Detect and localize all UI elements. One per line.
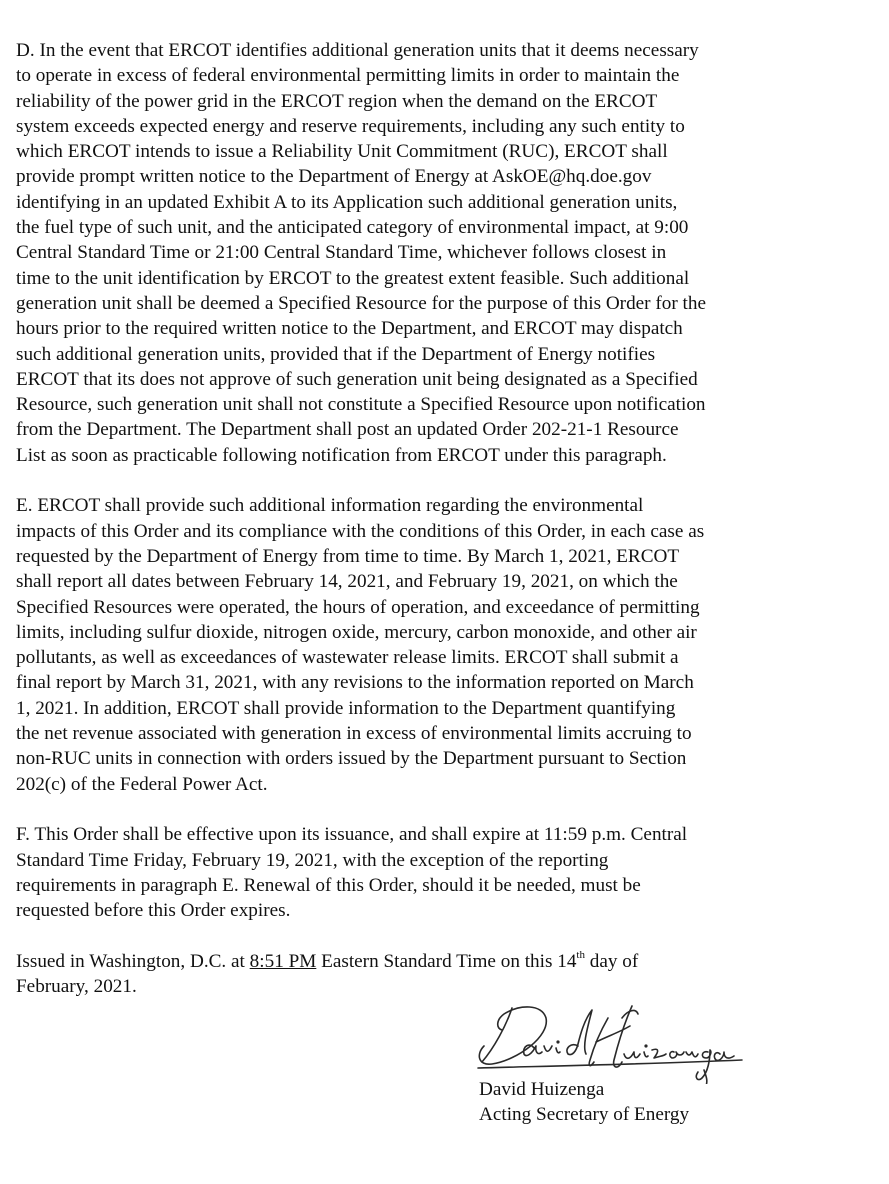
paragraph-d-line: hours prior to the required written notice to the Department, and ERCOT may dispatch — [16, 318, 683, 340]
paragraph-d-line: to operate in excess of federal environmental permitting limits in order to maintain the — [16, 65, 680, 87]
paragraph-d-line: system exceeds expected energy and reserve requirements, including any such entity to — [16, 115, 685, 137]
signatory-title: Acting Secretary of Energy — [479, 1104, 690, 1125]
paragraph-d-line: reliability of the power grid in the ERCOT region when the demand on the ERCOT — [16, 90, 658, 112]
issued-line-2: February, 2021. — [16, 975, 137, 997]
issued-time: 8:51 PM — [249, 950, 317, 972]
paragraph-e-line: pollutants, as well as exceedances of wastewater release limits. ERCOT shall submit a — [16, 647, 679, 669]
paragraph-e-line: impacts of this Order and its compliance with the conditions of this Order, in each case as — [16, 520, 705, 542]
paragraph-e-line: requested by the Department of Energy from time to time. By March 1, 2021, ERCOT — [16, 545, 680, 567]
paragraph-e-line: the net revenue associated with generation in excess of environmental limits accruing to — [16, 723, 692, 745]
handwritten-signature — [472, 996, 762, 1084]
paragraph-f-line: Standard Time Friday, February 19, 2021, with the exception of the reporting — [16, 849, 609, 871]
paragraph-d-line: time to the unit identification by ERCOT to the greatest extent feasible. Such additional — [16, 267, 690, 289]
paragraph-d-line: from the Department. The Department shall post an updated Order 202-21-1 Resource — [16, 419, 679, 441]
paragraph-e-line: final report by March 31, 2021, with any revisions to the information reported on March — [16, 672, 694, 694]
issued-suffix: day of — [584, 950, 639, 972]
paragraph-e-line: Specified Resources were operated, the hours of operation, and exceedance of permitting — [16, 596, 700, 618]
issued-prefix: Issued in Washington, D.C. at — [16, 950, 250, 972]
issued-middle: Eastern Standard Time on this 14 — [316, 950, 577, 972]
issued-line-1 — [16, 949, 816, 974]
paragraph-e — [16, 493, 816, 797]
paragraph-d-line: which ERCOT intends to issue a Reliability Unit Commitment (RUC), ERCOT shall — [16, 141, 668, 163]
issued-statement — [16, 949, 816, 1000]
paragraph-f-line: requested before this Order expires. — [16, 900, 291, 922]
paragraph-e-line: limits, including sulfur dioxide, nitrogen oxide, mercury, carbon monoxide, and other air — [16, 621, 697, 643]
paragraph-f-line: requirements in paragraph E. Renewal of this Order, should it be needed, must be — [16, 874, 641, 896]
paragraph-d — [16, 38, 816, 468]
paragraph-d-line: the fuel type of such unit, and the anticipated category of environmental impact, at 9:00 — [16, 217, 689, 239]
paragraph-d-line: such additional generation units, provided that if the Department of Energy notifies — [16, 343, 656, 365]
paragraph-d-line: List as soon as practicable following notification from ERCOT under this paragraph. — [16, 444, 667, 466]
paragraph-d-line: identifying in an updated Exhibit A to its Application such additional generation units, — [16, 191, 678, 213]
paragraph-e-line: 1, 2021. In addition, ERCOT shall provide information to the Department quantifying — [16, 697, 676, 719]
paragraph-f-line: F. This Order shall be effective upon its issuance, and shall expire at 11:59 p.m. Central — [16, 824, 688, 846]
signatory-name: David Huizenga — [479, 1079, 605, 1100]
paragraph-e-line: E. ERCOT shall provide such additional information regarding the environmental — [16, 495, 644, 517]
paragraph-d-line: Central Standard Time or 21:00 Central Standard Time, whichever follows closest in — [16, 242, 667, 264]
paragraph-d-line: generation unit shall be deemed a Specified Resource for the purpose of this Order for the — [16, 292, 706, 314]
paragraph-d-line: D. In the event that ERCOT identifies additional generation units that it deems necessary — [16, 40, 699, 61]
paragraph-d-line: provide prompt written notice to the Department of Energy at AskOE@hq.doe.gov — [16, 166, 652, 188]
signature-block — [472, 996, 762, 1136]
paragraph-e-line: non-RUC units in connection with orders issued by the Department pursuant to Section — [16, 748, 687, 770]
paragraph-e-line: shall report all dates between February 14, 2021, and February 19, 2021, on which the — [16, 571, 678, 593]
issued-ordinal: th — [576, 949, 585, 962]
paragraph-d-line: ERCOT that its does not approve of such generation unit being designated as a Specified — [16, 368, 698, 390]
paragraph-f — [16, 822, 816, 923]
paragraph-e-line: 202(c) of the Federal Power Act. — [16, 773, 268, 795]
paragraph-d-line: Resource, such generation unit shall not constitute a Specified Resource upon notification — [16, 394, 706, 416]
document-body — [16, 38, 816, 1025]
